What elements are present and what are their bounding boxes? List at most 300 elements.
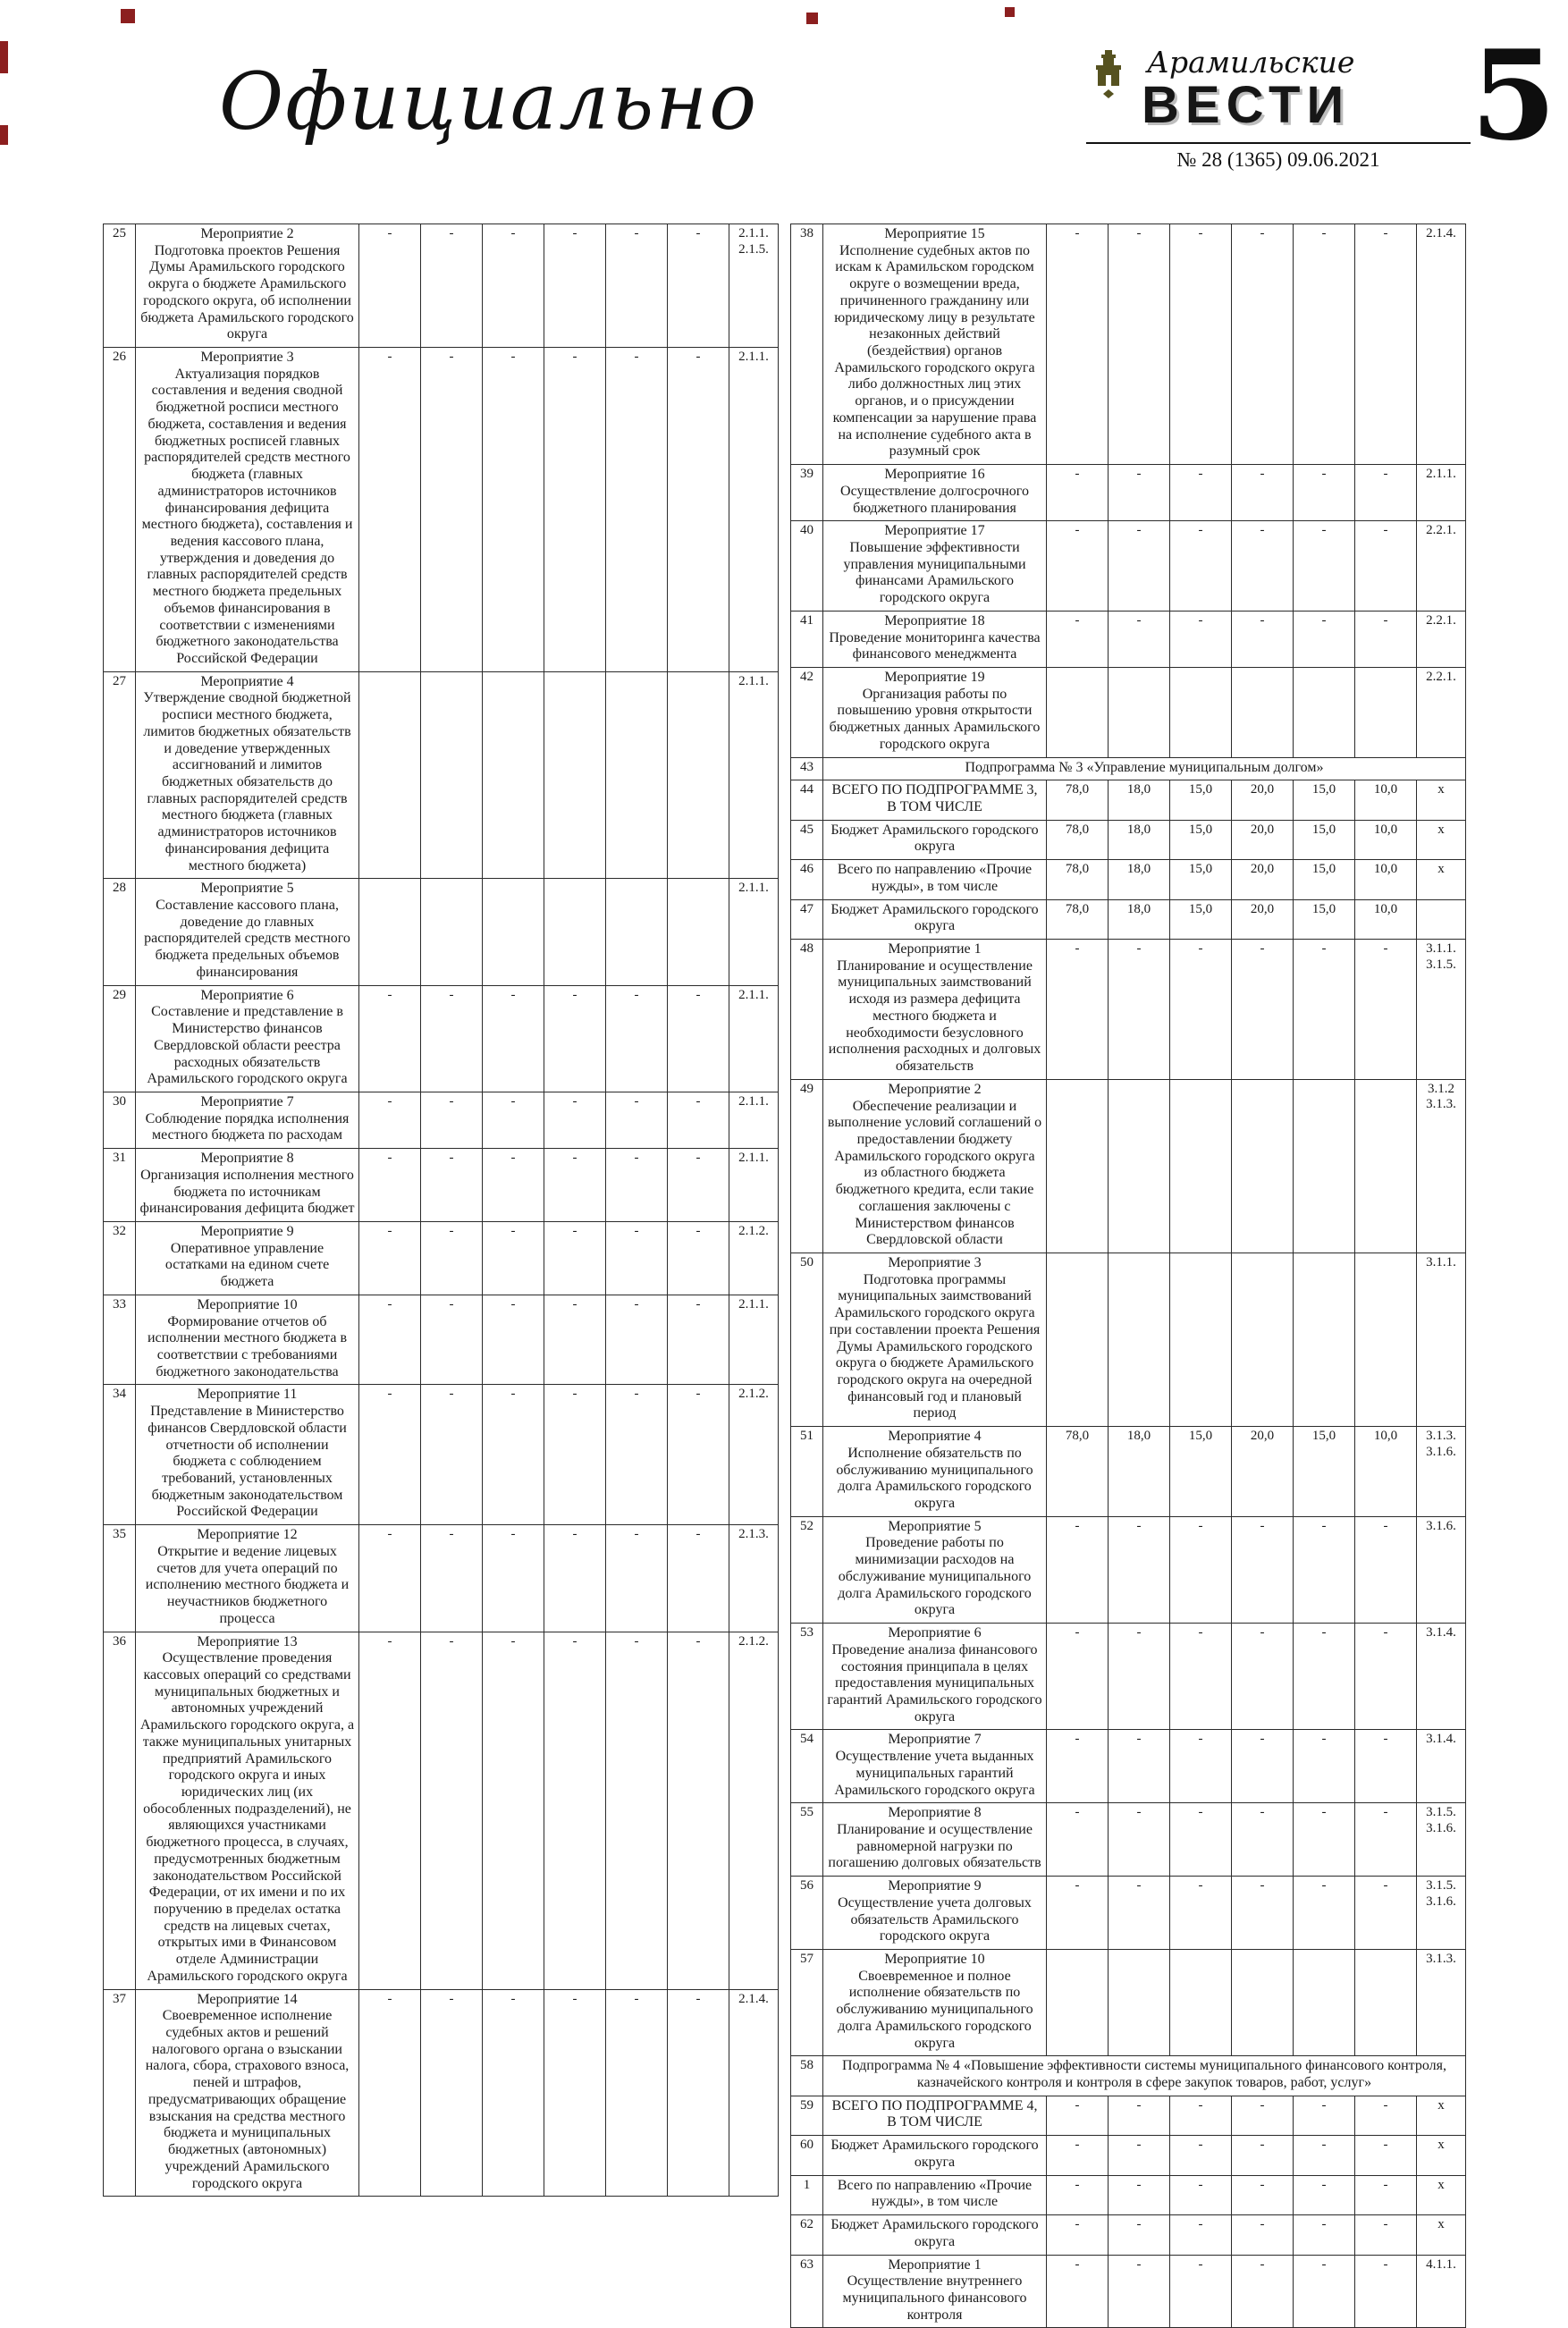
- row-description: [136, 1632, 359, 1989]
- amount-cell: -: [1109, 465, 1170, 521]
- row-number: 33: [104, 1295, 136, 1385]
- amount-cell: -: [1294, 611, 1355, 667]
- row-description: [823, 2255, 1047, 2328]
- amount-cell: [668, 671, 729, 879]
- amount-cell: -: [1109, 1803, 1170, 1877]
- row-number: 25: [104, 224, 136, 348]
- amount-cell: 78,0: [1047, 1427, 1109, 1517]
- measure-title: Мероприятие 16: [884, 467, 985, 483]
- measure-title: Мероприятие 14: [197, 1991, 298, 2007]
- amount-cell: -: [359, 1525, 421, 1632]
- amount-cell: 15,0: [1170, 899, 1232, 939]
- amount-cell: -: [359, 1295, 421, 1385]
- measure-title: Мероприятие 10: [197, 1296, 298, 1312]
- amount-cell: -: [1355, 224, 1417, 465]
- amount-cell: [1109, 1079, 1170, 1253]
- row-description: [823, 521, 1047, 612]
- amount-cell: -: [1170, 224, 1232, 465]
- measure-text: Открытие и ведение лицевых счетов для учета операций по исполнению местного бюджета и неучастников бюджетного процесса: [145, 1543, 350, 1626]
- amount-cell: 15,0: [1294, 780, 1355, 820]
- row-description: [823, 2096, 1047, 2135]
- row-description: [823, 1516, 1047, 1623]
- amount-cell: -: [606, 224, 668, 348]
- measure-text: Всего по направлению «Прочие нужды», в том числе: [837, 2177, 1033, 2210]
- measure-title: Мероприятие 3: [200, 350, 294, 366]
- target-code-cell: 2.1.1. 2.1.5.: [729, 224, 779, 348]
- table-row: [791, 2215, 1466, 2255]
- table-row: [791, 940, 1466, 1080]
- amount-cell: -: [1355, 1516, 1417, 1623]
- table-row: [791, 1427, 1466, 1517]
- row-number: 44: [791, 780, 823, 820]
- measure-text: Проведение работы по минимизации расходов на обслуживание муниципального долга Арамильского городского округа: [838, 1535, 1032, 1618]
- amount-cell: -: [606, 1385, 668, 1525]
- amount-cell: [1170, 1079, 1232, 1253]
- row-number: 57: [791, 1950, 823, 2056]
- measure-text: Обеспечение реализации и выполнение условий соглашений о предоставлении бюджету Арамильского городского округа из областного бюджета бюджетного кредита, если такие соглашения заключены с Министерством финансов Свердловской области: [827, 1098, 1042, 1248]
- row-number: 29: [104, 985, 136, 1092]
- row-number: 37: [104, 1989, 136, 2197]
- measure-title: Мероприятие 9: [200, 1223, 294, 1239]
- table-row: [104, 224, 779, 348]
- amount-cell: -: [1232, 940, 1294, 1080]
- amount-cell: -: [668, 985, 729, 1092]
- row-number: 50: [791, 1253, 823, 1426]
- amount-cell: -: [359, 985, 421, 1092]
- row-description: [823, 1803, 1047, 1877]
- measure-title: Мероприятие 5: [200, 881, 294, 897]
- row-description: [823, 465, 1047, 521]
- row-number: 30: [104, 1092, 136, 1148]
- amount-cell: -: [421, 1525, 483, 1632]
- measure-text: Осуществление проведения кассовых операций со средствами муниципальных бюджетных и автономных учреждений Арамильского городского округа, а также муниципальных унитарных предприятий Арамильского городского округа и иных юридических лиц (их обособленных подразделений), не являющихся участниками бюджетного процесса, в случаях, предусмотренных бюджетным законодательством Российской Федерации, от их имени и по их поручению в пределах остатка средств на лицевых счетах, открытых ими в Финансовом отделе Администрации Арамильского городского округа: [139, 1650, 355, 1984]
- measure-text: Исполнение обязательств по обслуживанию муниципального долга Арамильского городского округа: [836, 1445, 1033, 1512]
- subprogram-heading: Подпрограмма № 3 «Управление муниципальным долгом»: [823, 757, 1466, 780]
- amount-cell: -: [668, 224, 729, 348]
- amount-cell: -: [1170, 2215, 1232, 2255]
- target-code-cell: 2.1.1.: [729, 671, 779, 879]
- amount-cell: [1232, 1253, 1294, 1426]
- amount-cell: -: [483, 224, 544, 348]
- row-description: [823, 224, 1047, 465]
- table-row: [791, 1516, 1466, 1623]
- amount-cell: -: [1232, 2255, 1294, 2328]
- table-row: [791, 667, 1466, 757]
- row-description: [823, 1730, 1047, 1803]
- row-number: 34: [104, 1385, 136, 1525]
- amount-cell: -: [1294, 2215, 1355, 2255]
- row-description: [136, 671, 359, 879]
- measure-text: Оперативное управление остатками на едином счете бюджета: [164, 1240, 330, 1290]
- measure-title: Мероприятие 6: [200, 987, 294, 1003]
- amount-cell: -: [1109, 521, 1170, 612]
- amount-cell: -: [359, 1385, 421, 1525]
- amount-cell: [1047, 667, 1109, 757]
- target-code-cell: х: [1417, 820, 1466, 859]
- row-number: 56: [791, 1877, 823, 1950]
- amount-cell: -: [483, 348, 544, 672]
- table-row: [791, 521, 1466, 612]
- amount-cell: [1170, 667, 1232, 757]
- amount-cell: -: [544, 1092, 606, 1148]
- row-number: 32: [104, 1221, 136, 1295]
- measure-title: Мероприятие 4: [200, 673, 294, 689]
- row-description: [136, 879, 359, 985]
- target-code-cell: х: [1417, 2175, 1466, 2214]
- amount-cell: -: [359, 348, 421, 672]
- amount-cell: -: [1294, 2255, 1355, 2328]
- amount-cell: -: [421, 1632, 483, 1989]
- amount-cell: -: [544, 1525, 606, 1632]
- measure-title: Мероприятие 12: [197, 1527, 298, 1543]
- amount-cell: -: [668, 348, 729, 672]
- amount-cell: -: [544, 224, 606, 348]
- masthead-brand-text: [1142, 46, 1354, 133]
- row-number: 40: [791, 521, 823, 612]
- amount-cell: [483, 879, 544, 985]
- amount-cell: -: [668, 1092, 729, 1148]
- amount-cell: -: [1109, 224, 1170, 465]
- row-number: 43: [791, 757, 823, 780]
- target-code-cell: 2.1.1.: [729, 1092, 779, 1148]
- amount-cell: -: [421, 1295, 483, 1385]
- row-description: [136, 348, 359, 672]
- table-row: [791, 860, 1466, 899]
- amount-cell: -: [544, 1221, 606, 1295]
- target-code-cell: 2.1.1.: [729, 1149, 779, 1222]
- measure-title: Мероприятие 5: [888, 1518, 982, 1534]
- target-code-cell: 2.1.4.: [729, 1989, 779, 2197]
- amount-cell: 20,0: [1232, 1427, 1294, 1517]
- amount-cell: -: [668, 1989, 729, 2197]
- amount-cell: -: [1047, 1730, 1109, 1803]
- row-description: [823, 2175, 1047, 2214]
- amount-cell: -: [1170, 2175, 1232, 2214]
- row-number: 41: [791, 611, 823, 667]
- target-code-cell: 3.1.1.: [1417, 1253, 1466, 1426]
- target-code-cell: 3.1.6.: [1417, 1516, 1466, 1623]
- table-row: [104, 1385, 779, 1525]
- table-row: [104, 1221, 779, 1295]
- row-number: 26: [104, 348, 136, 672]
- target-code-cell: 2.1.2.: [729, 1632, 779, 1989]
- amount-cell: -: [1294, 1730, 1355, 1803]
- print-artifact: [0, 41, 8, 73]
- amount-cell: 78,0: [1047, 860, 1109, 899]
- measure-text: Бюджет Арамильского городского округа: [830, 822, 1039, 855]
- row-number: 52: [791, 1516, 823, 1623]
- amount-cell: -: [359, 1092, 421, 1148]
- amount-cell: -: [1232, 1624, 1294, 1730]
- amount-cell: -: [1355, 1730, 1417, 1803]
- amount-cell: -: [1232, 224, 1294, 465]
- amount-cell: -: [668, 1632, 729, 1989]
- amount-cell: -: [606, 1092, 668, 1148]
- row-number: 55: [791, 1803, 823, 1877]
- amount-cell: -: [606, 1221, 668, 1295]
- target-code-cell: 2.1.2.: [729, 1221, 779, 1295]
- amount-cell: -: [359, 1989, 421, 2197]
- target-code-cell: х: [1417, 860, 1466, 899]
- amount-cell: -: [483, 1989, 544, 2197]
- amount-cell: [1047, 1079, 1109, 1253]
- row-number: 59: [791, 2096, 823, 2135]
- amount-cell: -: [1294, 521, 1355, 612]
- row-description: [136, 1989, 359, 2197]
- amount-cell: [421, 879, 483, 985]
- amount-cell: -: [1109, 2136, 1170, 2175]
- row-description: [823, 860, 1047, 899]
- amount-cell: -: [1294, 465, 1355, 521]
- measure-title: Мероприятие 8: [200, 1151, 294, 1167]
- amount-cell: -: [1047, 224, 1109, 465]
- amount-cell: [1355, 667, 1417, 757]
- amount-cell: -: [1170, 611, 1232, 667]
- amount-cell: [1355, 1079, 1417, 1253]
- row-number: 46: [791, 860, 823, 899]
- measure-title: Мероприятие 10: [884, 1952, 985, 1967]
- amount-cell: -: [1109, 1624, 1170, 1730]
- target-code-cell: 2.1.1.: [1417, 465, 1466, 521]
- amount-cell: -: [483, 985, 544, 1092]
- amount-cell: [359, 671, 421, 879]
- amount-cell: 18,0: [1109, 860, 1170, 899]
- table-row: [791, 1624, 1466, 1730]
- measure-title: Мероприятие 4: [888, 1429, 982, 1445]
- table-row: [791, 1079, 1466, 1253]
- amount-cell: -: [1232, 1877, 1294, 1950]
- row-description: [823, 2136, 1047, 2175]
- measure-text: Исполнение судебных актов по искам к Арамильском городском округе о возмещении вреда, причиненного гражданину или юридическому лицу в результате незаконных действий (бездействия) органов Арамильского городского округа либо должностных лиц этих органов, и о присуждении компенсации за нарушение права на исполнение судебного акта в разумный срок: [832, 242, 1037, 460]
- amount-cell: -: [606, 348, 668, 672]
- amount-cell: -: [1232, 2175, 1294, 2214]
- target-code-cell: 3.1.3. 3.1.6.: [1417, 1427, 1466, 1517]
- measure-text: Бюджет Арамильского городского округа: [830, 901, 1039, 934]
- row-description: [823, 1253, 1047, 1426]
- amount-cell: [1047, 1950, 1109, 2056]
- row-number: 1: [791, 2175, 823, 2214]
- amount-cell: 15,0: [1294, 899, 1355, 939]
- budget-table: [103, 224, 779, 2197]
- target-code-cell: х: [1417, 2136, 1466, 2175]
- amount-cell: -: [1355, 521, 1417, 612]
- table-row: [104, 1295, 779, 1385]
- amount-cell: 10,0: [1355, 899, 1417, 939]
- amount-cell: -: [1047, 940, 1109, 1080]
- table-row: [791, 2096, 1466, 2135]
- amount-cell: -: [1232, 521, 1294, 612]
- target-code-cell: 2.1.1.: [729, 985, 779, 1092]
- amount-cell: -: [1170, 1730, 1232, 1803]
- measure-text: Представление в Министерство финансов Свердловской области отчетности об исполнении бюджета с соблюдением требований, установленных бюджетным законодательством Российской Федерации: [148, 1404, 347, 1520]
- amount-cell: [606, 671, 668, 879]
- amount-cell: [1232, 1950, 1294, 2056]
- measure-text: Утверждение сводной бюджетной росписи местного бюджета, лимитов бюджетных обязательств и доведение утвержденных ассигнований и лимитов бюджетных обязательств до главных распорядителей средств местного бюджета (главных администраторов источников финансирования дефицита местного бюджета): [143, 690, 351, 873]
- amount-cell: 78,0: [1047, 820, 1109, 859]
- masthead-brand-row: [1086, 46, 1471, 133]
- measure-text: Осуществление долгосрочного бюджетного планирования: [840, 483, 1029, 516]
- table-row: [791, 2136, 1466, 2175]
- amount-cell: [1047, 1253, 1109, 1426]
- masthead: [1086, 46, 1471, 172]
- row-number: 36: [104, 1632, 136, 1989]
- newspaper-emblem-icon: [1086, 50, 1131, 106]
- row-number: 45: [791, 820, 823, 859]
- amount-cell: -: [1232, 1730, 1294, 1803]
- amount-cell: 18,0: [1109, 820, 1170, 859]
- amount-cell: -: [1109, 2096, 1170, 2135]
- amount-cell: -: [1232, 465, 1294, 521]
- amount-cell: -: [421, 1989, 483, 2197]
- measure-text: Всего по направлению «Прочие нужды», в том числе: [837, 862, 1033, 894]
- target-code-cell: 2.1.1.: [729, 879, 779, 985]
- row-number: 28: [104, 879, 136, 985]
- amount-cell: -: [1355, 1624, 1417, 1730]
- amount-cell: -: [606, 1989, 668, 2197]
- target-code-cell: 2.2.1.: [1417, 521, 1466, 612]
- target-code-cell: 2.1.2.: [729, 1385, 779, 1525]
- amount-cell: -: [421, 1221, 483, 1295]
- amount-cell: -: [1170, 2096, 1232, 2135]
- amount-cell: -: [1232, 2096, 1294, 2135]
- amount-cell: 15,0: [1294, 860, 1355, 899]
- amount-cell: [544, 671, 606, 879]
- table-row: [104, 985, 779, 1092]
- amount-cell: [1109, 667, 1170, 757]
- amount-cell: -: [606, 1295, 668, 1385]
- amount-cell: [483, 671, 544, 879]
- row-description: [136, 1221, 359, 1295]
- row-description: [136, 1092, 359, 1148]
- amount-cell: [1109, 1253, 1170, 1426]
- row-description: [823, 899, 1047, 939]
- amount-cell: -: [1109, 1730, 1170, 1803]
- target-code-cell: 3.1.3.: [1417, 1950, 1466, 2056]
- amount-cell: 15,0: [1170, 1427, 1232, 1517]
- page-number: 5: [1471, 22, 1557, 168]
- amount-cell: -: [359, 1221, 421, 1295]
- amount-cell: -: [1047, 465, 1109, 521]
- amount-cell: -: [1109, 611, 1170, 667]
- table-row: [104, 671, 779, 879]
- amount-cell: -: [1355, 611, 1417, 667]
- amount-cell: -: [1294, 224, 1355, 465]
- row-description: [823, 1079, 1047, 1253]
- row-description: [823, 780, 1047, 820]
- measure-text: Соблюдение порядка исполнения местного бюджета по расходам: [145, 1110, 350, 1143]
- print-artifact: [0, 125, 8, 145]
- amount-cell: -: [1109, 940, 1170, 1080]
- amount-cell: -: [544, 1149, 606, 1222]
- table-row: [791, 780, 1466, 820]
- table-row: [791, 465, 1466, 521]
- table-row: [791, 1950, 1466, 2056]
- amount-cell: 20,0: [1232, 899, 1294, 939]
- row-description: [823, 940, 1047, 1080]
- target-code-cell: 2.2.1.: [1417, 667, 1466, 757]
- measure-title: Мероприятие 1: [888, 2256, 982, 2273]
- row-number: 53: [791, 1624, 823, 1730]
- amount-cell: -: [1294, 2096, 1355, 2135]
- measure-text: ВСЕГО ПО ПОДПРОГРАММЕ 4, В ТОМ ЧИСЛЕ: [831, 2097, 1038, 2130]
- amount-cell: -: [544, 348, 606, 672]
- row-description: [136, 224, 359, 348]
- amount-cell: [544, 879, 606, 985]
- amount-cell: [1355, 1253, 1417, 1426]
- measure-text: Планирование и осуществление муниципальных заимствований исходя из размера дефицита местного бюджета и необходимости безусловного исполнения расходных и долговых обязательств: [828, 957, 1041, 1075]
- row-description: [136, 1149, 359, 1222]
- row-description: [823, 1427, 1047, 1517]
- amount-cell: -: [1170, 1877, 1232, 1950]
- amount-cell: -: [1047, 1624, 1109, 1730]
- row-description: [136, 1295, 359, 1385]
- amount-cell: 15,0: [1170, 780, 1232, 820]
- table-row: [104, 879, 779, 985]
- row-number: 38: [791, 224, 823, 465]
- print-artifact: [121, 9, 135, 23]
- amount-cell: 20,0: [1232, 780, 1294, 820]
- amount-cell: -: [1047, 521, 1109, 612]
- row-number: 51: [791, 1427, 823, 1517]
- row-number: 63: [791, 2255, 823, 2328]
- amount-cell: -: [1109, 1516, 1170, 1623]
- table-row: [791, 1253, 1466, 1426]
- budget-table-right-column: [790, 224, 1466, 2328]
- table-row: [791, 820, 1466, 859]
- row-description: [823, 611, 1047, 667]
- row-number: 62: [791, 2215, 823, 2255]
- amount-cell: 10,0: [1355, 1427, 1417, 1517]
- table-row: [791, 224, 1466, 465]
- amount-cell: [668, 879, 729, 985]
- issue-info: № 28 (1365) 09.06.2021: [1086, 142, 1471, 172]
- target-code-cell: 2.1.1.: [729, 348, 779, 672]
- amount-cell: -: [1170, 1516, 1232, 1623]
- budget-table-left-column: [103, 224, 779, 2197]
- measure-title: Мероприятие 6: [888, 1625, 982, 1641]
- amount-cell: -: [1047, 2096, 1109, 2135]
- row-number: 42: [791, 667, 823, 757]
- target-code-cell: 3.1.4.: [1417, 1624, 1466, 1730]
- measure-text: Составление кассового плана, доведение до главных распорядителей средств местного бюджета предельных объемов финансирования: [144, 898, 350, 980]
- amount-cell: -: [1232, 2215, 1294, 2255]
- amount-cell: -: [1294, 1516, 1355, 1623]
- amount-cell: 18,0: [1109, 899, 1170, 939]
- amount-cell: -: [1109, 1877, 1170, 1950]
- measure-text: Осуществление внутреннего муниципального финансового контроля: [842, 2273, 1027, 2323]
- amount-cell: -: [483, 1149, 544, 1222]
- measure-text: Осуществление учета долговых обязательств Арамильского городского округа: [838, 1894, 1032, 1944]
- amount-cell: [606, 879, 668, 985]
- row-description: [823, 1877, 1047, 1950]
- measure-text: Проведение анализа финансового состояния принципала в целях предоставления муниципальных гарантий Арамильского городского округа: [827, 1641, 1042, 1725]
- amount-cell: 78,0: [1047, 899, 1109, 939]
- amount-cell: -: [1355, 2136, 1417, 2175]
- amount-cell: [1294, 1253, 1355, 1426]
- amount-cell: -: [421, 1149, 483, 1222]
- table-row: [104, 1632, 779, 1989]
- print-artifact: [806, 13, 818, 24]
- row-description: [823, 1624, 1047, 1730]
- amount-cell: [421, 671, 483, 879]
- row-number: 48: [791, 940, 823, 1080]
- target-code-cell: 3.1.5. 3.1.6.: [1417, 1877, 1466, 1950]
- table-row: [104, 348, 779, 672]
- row-number: 47: [791, 899, 823, 939]
- amount-cell: -: [668, 1295, 729, 1385]
- amount-cell: -: [483, 1385, 544, 1525]
- amount-cell: -: [1047, 611, 1109, 667]
